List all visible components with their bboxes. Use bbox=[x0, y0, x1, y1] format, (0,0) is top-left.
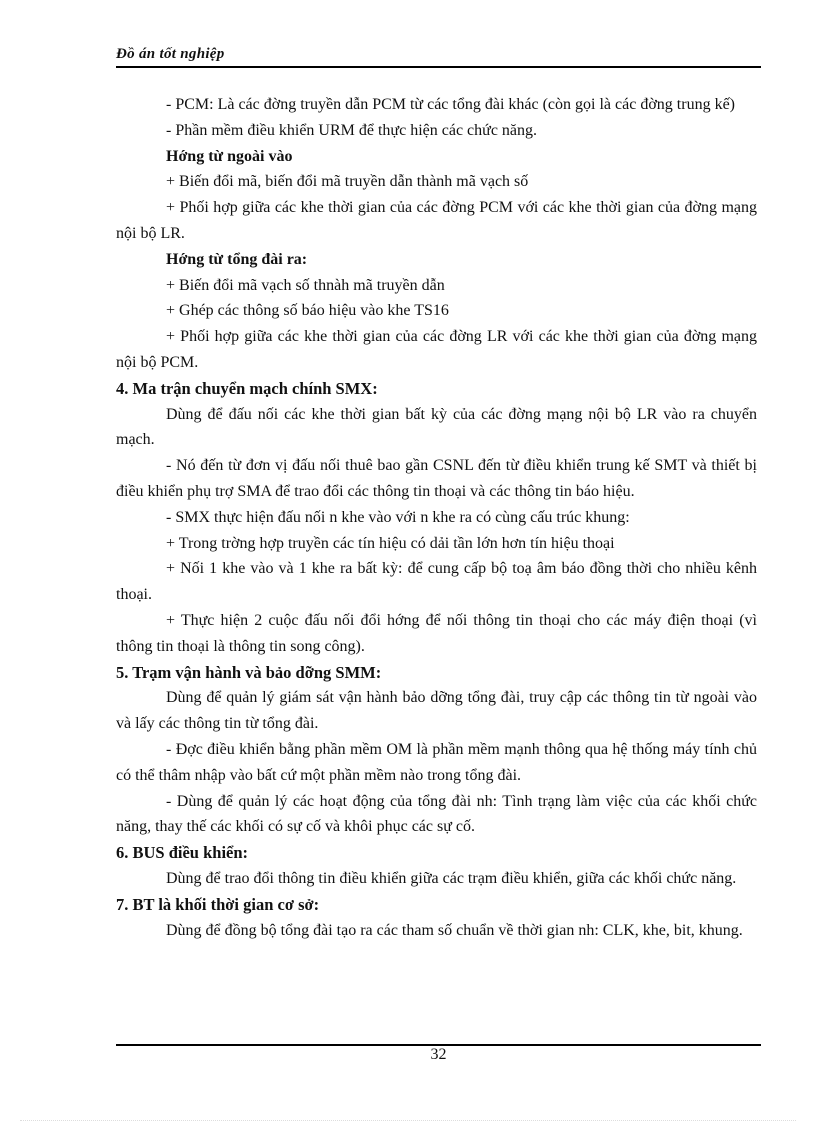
header-divider bbox=[116, 66, 761, 68]
paragraph-smx-broadcast: + Nối 1 khe vào và 1 khe ra bất kỳ: để cung cấp bộ toạ âm báo đồng thời cho nhiều kênh thoại. bbox=[116, 560, 757, 604]
section-heading-bt: 7. BT là khối thời gian cơ sở: bbox=[116, 894, 320, 914]
document-header-title: Đồ án tốt nghiệp bbox=[116, 46, 225, 62]
page-body bbox=[116, 92, 757, 943]
paragraph-digital-to-line-code: + Biến đổi mã vạch số thnàh mã truyền dẫn bbox=[166, 276, 445, 294]
paragraph-ts16-signaling: + Ghép các thông số báo hiệu vào khe TS16 bbox=[166, 302, 449, 320]
paragraph-pcm-lr-coordination: + Phối hợp giữa các khe thời gian của các đờng PCM với các khe thời gian của đờng mạng nội bộ LR. bbox=[116, 199, 757, 242]
paragraph-smx-connection: - SMX thực hiện đấu nối n khe vào với n khe ra có cùng cấu trúc khung: bbox=[166, 508, 630, 526]
section-heading-bus: 6. BUS điều khiển: bbox=[116, 843, 249, 863]
paragraph-smx-duplex: + Thực hiện 2 cuộc đấu nối đổi hớng để nối thông tin thoại cho các máy điện thoại (vì thông tin thoại là thông tin song công). bbox=[116, 611, 757, 655]
subheading-inbound: Hớng từ ngoài vào bbox=[166, 147, 293, 165]
paragraph-smm-management: - Dùng để quản lý các hoạt động của tổng đài nh: Tình trạng làm việc của các khối chức năng, thay thế các khối có sự cố và khôi phục các sự cố. bbox=[116, 792, 757, 836]
paragraph-smm-om-software: - Đợc điều khiển bằng phần mềm OM là phần mềm mạnh thông qua hệ thống máy tính chủ có thể thâm nhập vào bất cứ một phần mềm nào trong tổng đài. bbox=[116, 740, 757, 784]
section-heading-smx: 4. Ma trận chuyển mạch chính SMX: bbox=[116, 378, 378, 398]
page-bottom-dotted-line bbox=[20, 1120, 796, 1121]
page-number: 32 bbox=[430, 1046, 447, 1063]
subheading-outbound: Hớng từ tổng đài ra: bbox=[166, 250, 308, 268]
paragraph-code-conversion: + Biến đổi mã, biến đổi mã truyền dẫn thành mã vạch số bbox=[166, 173, 529, 191]
paragraph-urm-software: - Phần mềm điều khiển URM để thực hiện các chức năng. bbox=[166, 121, 538, 139]
paragraph-pcm: - PCM: Là các đờng truyền dẫn PCM từ các tổng đài khác (còn gọi là các đờng trung kế) bbox=[166, 96, 735, 113]
paragraph-smx-sources: - Nó đến từ đơn vị đấu nối thuê bao gần CSNL đến từ điều khiển trung kế SMT và thiết bị điều khiển phụ trợ SMA để trao đổi các thông tin thoại và các thông tin báo hiệu. bbox=[116, 457, 757, 500]
section-heading-smm: 5. Trạm vận hành và bảo dỡng SMM: bbox=[116, 662, 382, 682]
paragraph-smx-purpose: Dùng để đấu nối các khe thời gian bất kỳ của các đờng mạng nội bộ LR vào ra chuyển mạch. bbox=[116, 405, 757, 449]
paragraph-bus-purpose: Dùng để trao đổi thông tin điều khiển giữa các trạm điều khiển, giữa các khối chức năng. bbox=[166, 869, 737, 887]
paragraph-smm-purpose: Dùng để quản lý giám sát vận hành bảo dỡng tổng đài, truy cập các thông tin từ ngoài vào và lấy các thông tin từ tổng đài. bbox=[116, 689, 757, 733]
paragraph-bt-purpose: Dùng để đồng bộ tổng đài tạo ra các tham số chuẩn về thời gian nh: CLK, khe, bit, khung. bbox=[166, 921, 743, 939]
paragraph-lr-pcm-coordination: + Phối hợp giữa các khe thời gian của các đờng LR với các khe thời gian của đờng mạng nội bộ PCM. bbox=[116, 328, 757, 371]
paragraph-smx-wideband: + Trong trờng hợp truyền các tín hiệu có dải tần lớn hơn tín hiệu thoại bbox=[166, 534, 615, 552]
